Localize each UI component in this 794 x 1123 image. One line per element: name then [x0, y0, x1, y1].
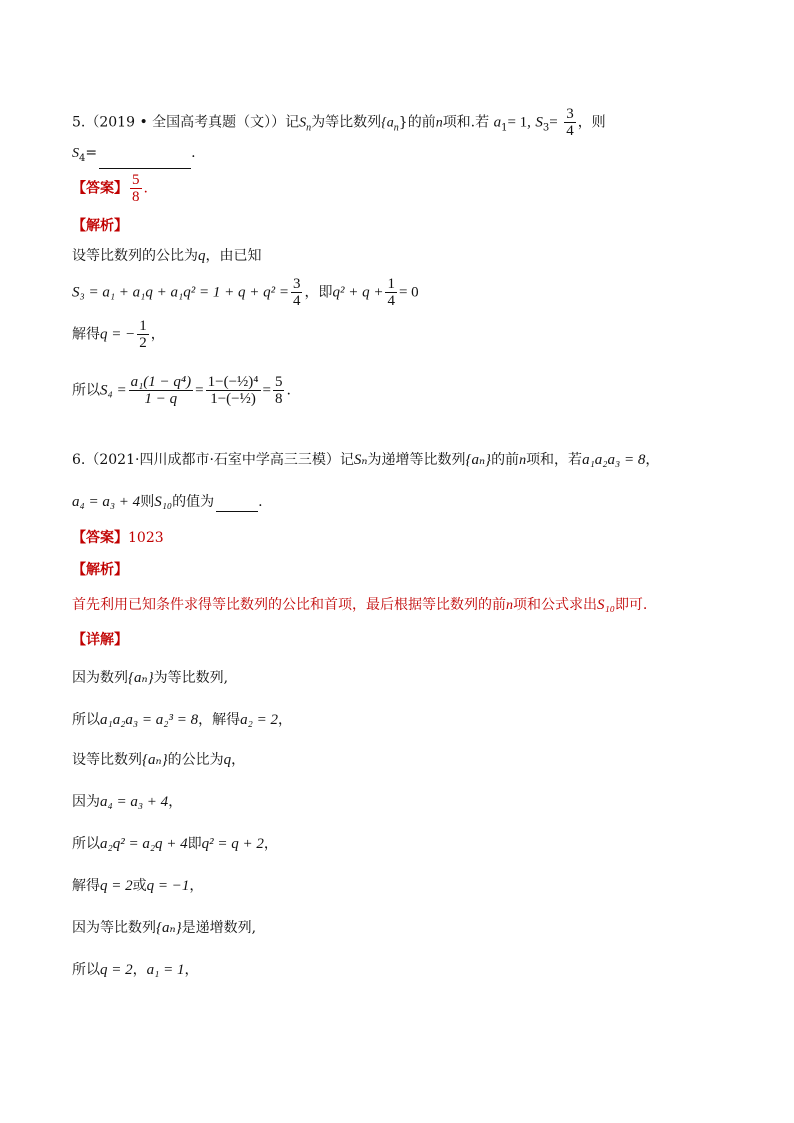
fraction: $\frac{\text{1−(−½)⁴}}{\text{1−(−½)}}$ [207, 374, 259, 407]
detail6-l5: 所以a₂q² = a₂q + 4即q² = q + 2， [72, 836, 278, 852]
q6-line2: a₄ = a₃ + 4则S₁₀的值为 . [72, 494, 263, 510]
analysis5-l4: 所以S₄ = $\frac{\text{a₁(1 − q⁴)}}{1 - q}$ = $\frac{\text{1−(−½)⁴}}{\text{1−(−½)}}$ = $\frac{5}{8}$ . [72, 374, 291, 407]
analysis5-l1: 设等比数列的公比为q，由已知 [72, 248, 262, 264]
answer-blank [99, 154, 191, 169]
answer-fraction: $\frac{5}{8}$ [132, 172, 140, 205]
detail6-l8: 所以q = 2，a₁ = 1， [72, 962, 199, 978]
answer-blank [216, 497, 258, 512]
detail6-l7: 因为等比数列{aₙ}是递增数列, [72, 920, 257, 936]
analysis6-text: 首先利用已知条件求得等比数列的公比和首项，最后根据等比数列的前n项和公式求出S₁₀即可. [72, 597, 648, 613]
fraction: $\frac{1}{2}$ [139, 318, 147, 351]
answer6: 【答案】1023 [72, 530, 164, 546]
q5-line2: $S_4=$ . [72, 143, 196, 169]
detail6-l2: 所以a₁a₂a₃ = a₂³ = 8，解得a₂ = 2， [72, 712, 292, 728]
q6-stem: 6.（2021·四川成都市·石室中学高三三模）记Sₙ为递增等比数列{aₙ}的前n项和，若a₁a₂a₃ = 8， [72, 452, 660, 468]
detail6-l6: 解得q = 2或q = −1， [72, 878, 204, 894]
fraction: $\frac{1}{4}$ [387, 276, 395, 309]
answer5: 【答案】 $\frac{5}{8}$ . [72, 172, 148, 205]
detail6-tag: 【详解】 [72, 632, 128, 648]
detail6-l4: 因为a₄ = a₃ + 4， [72, 794, 183, 810]
fraction: $\frac{3}{4}$ [566, 106, 574, 139]
detail6-l1: 因为数列{aₙ}为等比数列, [72, 670, 229, 686]
fraction: $\frac{5}{8}$ [274, 374, 283, 407]
analysis5-tag: 【解析】 [72, 218, 128, 234]
detail6-l3: 设等比数列{aₙ}的公比为q， [72, 752, 246, 768]
analysis5-l3: 解得q = − $\frac{1}{2}$ ， [72, 318, 165, 351]
fraction: $\frac{3}{4}$ [292, 276, 301, 309]
analysis5-l2: S₃ = a₁ + a₁q + a₁q² = 1 + q + q² = $\frac{3}{4}$ ，即q² + q + $\frac{1}{4}$ = 0 [72, 276, 419, 309]
fraction: $\frac{\text{a₁(1 − q⁴)}}{1 - q}$ [130, 374, 192, 407]
analysis6-tag: 【解析】 [72, 562, 128, 578]
q5-stem: 5.（2019 • 全国高考真题（文））记$S_n$为等比数列$\{a_n\}$的前n项和.若 $a_1= 1$, $S_3=$ $\frac{3}{4}$ ，则 [72, 106, 606, 139]
